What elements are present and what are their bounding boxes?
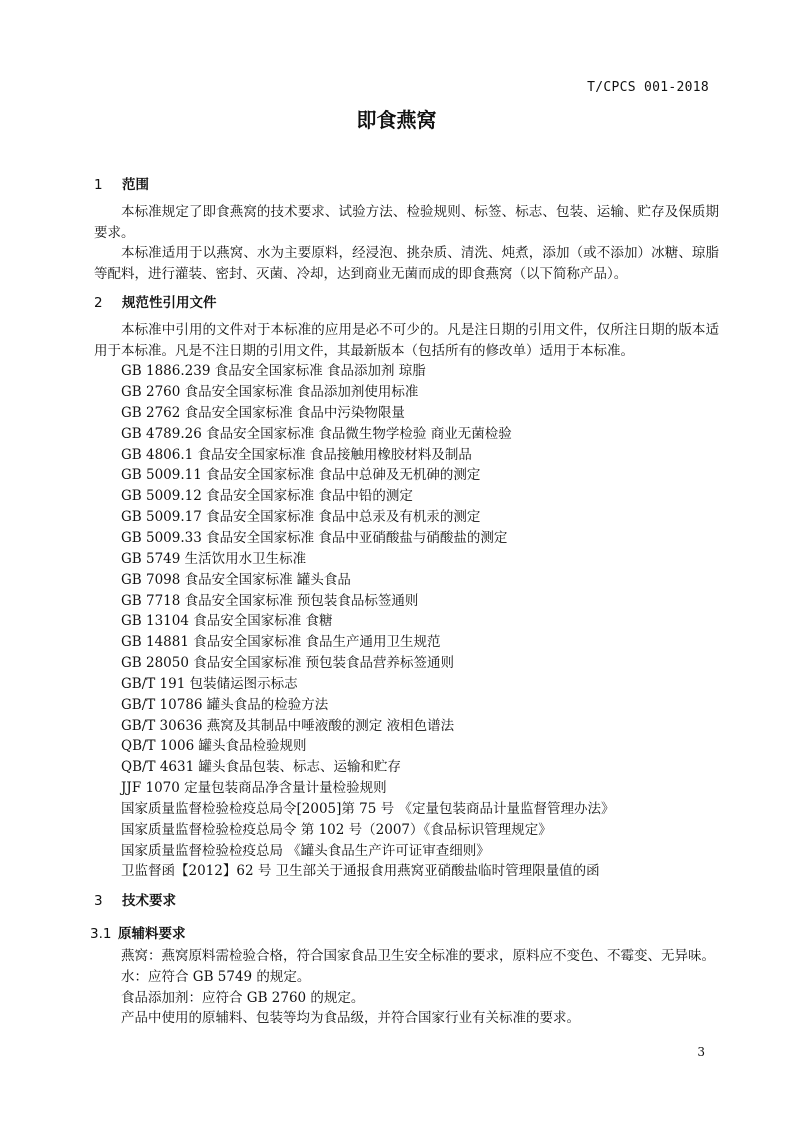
paragraph: 本标准规定了即食燕窝的技术要求、试验方法、检验规则、标签、标志、包装、运输、贮存及保质期要求。 [94,204,719,241]
reference-item: GB/T 191 包装储运图示标志 [121,675,298,692]
reference-item: GB 13104 食品安全国家标准 食糖 [121,613,333,630]
section-number: 1 [94,177,103,193]
reference-item: 国家质量监督检验检疫总局 《罐头食品生产许可证审查细则》 [121,842,490,859]
reference-item: GB 4789.26 食品安全国家标准 食品微生物学检验 商业无菌检验 [121,425,512,442]
reference-item: GB 5009.17 食品安全国家标准 食品中总汞及有机汞的测定 [121,509,481,526]
reference-item: GB 2760 食品安全国家标准 食品添加剂使用标准 [121,384,419,401]
reference-item: GB 5009.11 食品安全国家标准 食品中总砷及无机砷的测定 [121,467,481,484]
reference-item: GB 28050 食品安全国家标准 预包装食品营养标签通则 [121,655,455,672]
reference-item: GB 14881 食品安全国家标准 食品生产通用卫生规范 [121,634,441,651]
reference-item: QB/T 1006 罐头食品检验规则 [121,738,307,755]
section-title: 范围 [122,177,149,193]
reference-item: 国家质量监督检验检疫总局令 第 102 号（2007）《食品标识管理规定》 [121,821,552,838]
reference-item: GB/T 30636 燕窝及其制品中唾液酸的测定 液相色谱法 [121,717,455,734]
section-heading-raw-materials [90,924,719,945]
reference-item: 卫监督函【2012】62 号 卫生部关于通报食用燕窝亚硝酸盐临时管理限量值的函 [121,863,600,880]
reference-item: GB 7098 食品安全国家标准 罐头食品 [121,571,351,588]
reference-item: 国家质量监督检验检疫总局令[2005]第 75 号 《定量包装商品计量监督管理办法》 [121,800,615,817]
document-body [90,175,719,1029]
paragraph: 本标准适用于以燕窝、水为主要原料，经浸泡、挑杂质、清洗、炖煮，添加（或不添加）冰糖、琼脂等配料，进行灌装、密封、灭菌、冷却，达到商业无菌而成的即食燕窝（以下简称产品）。 [94,245,719,283]
reference-list [94,361,719,882]
reference-item: GB 5009.33 食品安全国家标准 食品中亚硝酸盐与硝酸盐的测定 [121,529,508,546]
section-number: 3 [94,893,103,910]
paragraph: 本标准中引用的文件对于本标准的应用是必不可少的。凡是注日期的引用文件，仅所注日期的版本适用于本标准。凡是不注日期的引用文件，其最新版本（包括所有的修改单）适用于本标准。 [94,321,719,359]
document-code: T/CPCS 001-2018 [587,80,709,95]
section-heading-scope [94,175,719,196]
section-heading-technical-requirements [94,891,719,912]
reference-item: GB/T 10786 罐头食品的检验方法 [121,696,329,713]
section-title: 规范性引用文件 [122,294,217,311]
section-title: 技术要求 [122,893,176,910]
reference-item: GB 4806.1 食品安全国家标准 食品接触用橡胶材料及制品 [121,446,472,463]
section-number: 2 [94,294,103,311]
paragraph: 燕窝：燕窝原料需检验合格，符合国家食品卫生安全标准的要求，原料应不变色、不霉变、无异味。 [121,948,715,965]
reference-item: QB/T 4631 罐头食品包装、标志、运输和贮存 [121,759,401,776]
document-title: 即食燕窝 [356,108,437,132]
paragraph: 产品中使用的原辅料、包装等均为食品级，并符合国家行业有关标准的要求。 [121,1010,580,1027]
reference-item: GB 2762 食品安全国家标准 食品中污染物限量 [121,404,405,421]
reference-item: GB 5749 生活饮用水卫生标准 [121,550,307,567]
paragraph: 食品添加剂：应符合 GB 2760 的规定。 [121,989,365,1006]
reference-item: GB 1886.239 食品安全国家标准 食品添加剂 琼脂 [121,363,426,380]
page-number: 3 [697,1045,705,1059]
paragraph: 水：应符合 GB 5749 的规定。 [121,969,311,986]
section-number: 3.1 [90,926,112,943]
reference-item: JJF 1070 定量包装商品净含量计量检验规则 [121,780,387,797]
section-heading-normative-references [94,293,719,314]
reference-item: GB 5009.12 食品安全国家标准 食品中铅的测定 [121,488,413,505]
reference-item: GB 7718 食品安全国家标准 预包装食品标签通则 [121,592,419,609]
section-title: 原辅料要求 [118,926,186,943]
